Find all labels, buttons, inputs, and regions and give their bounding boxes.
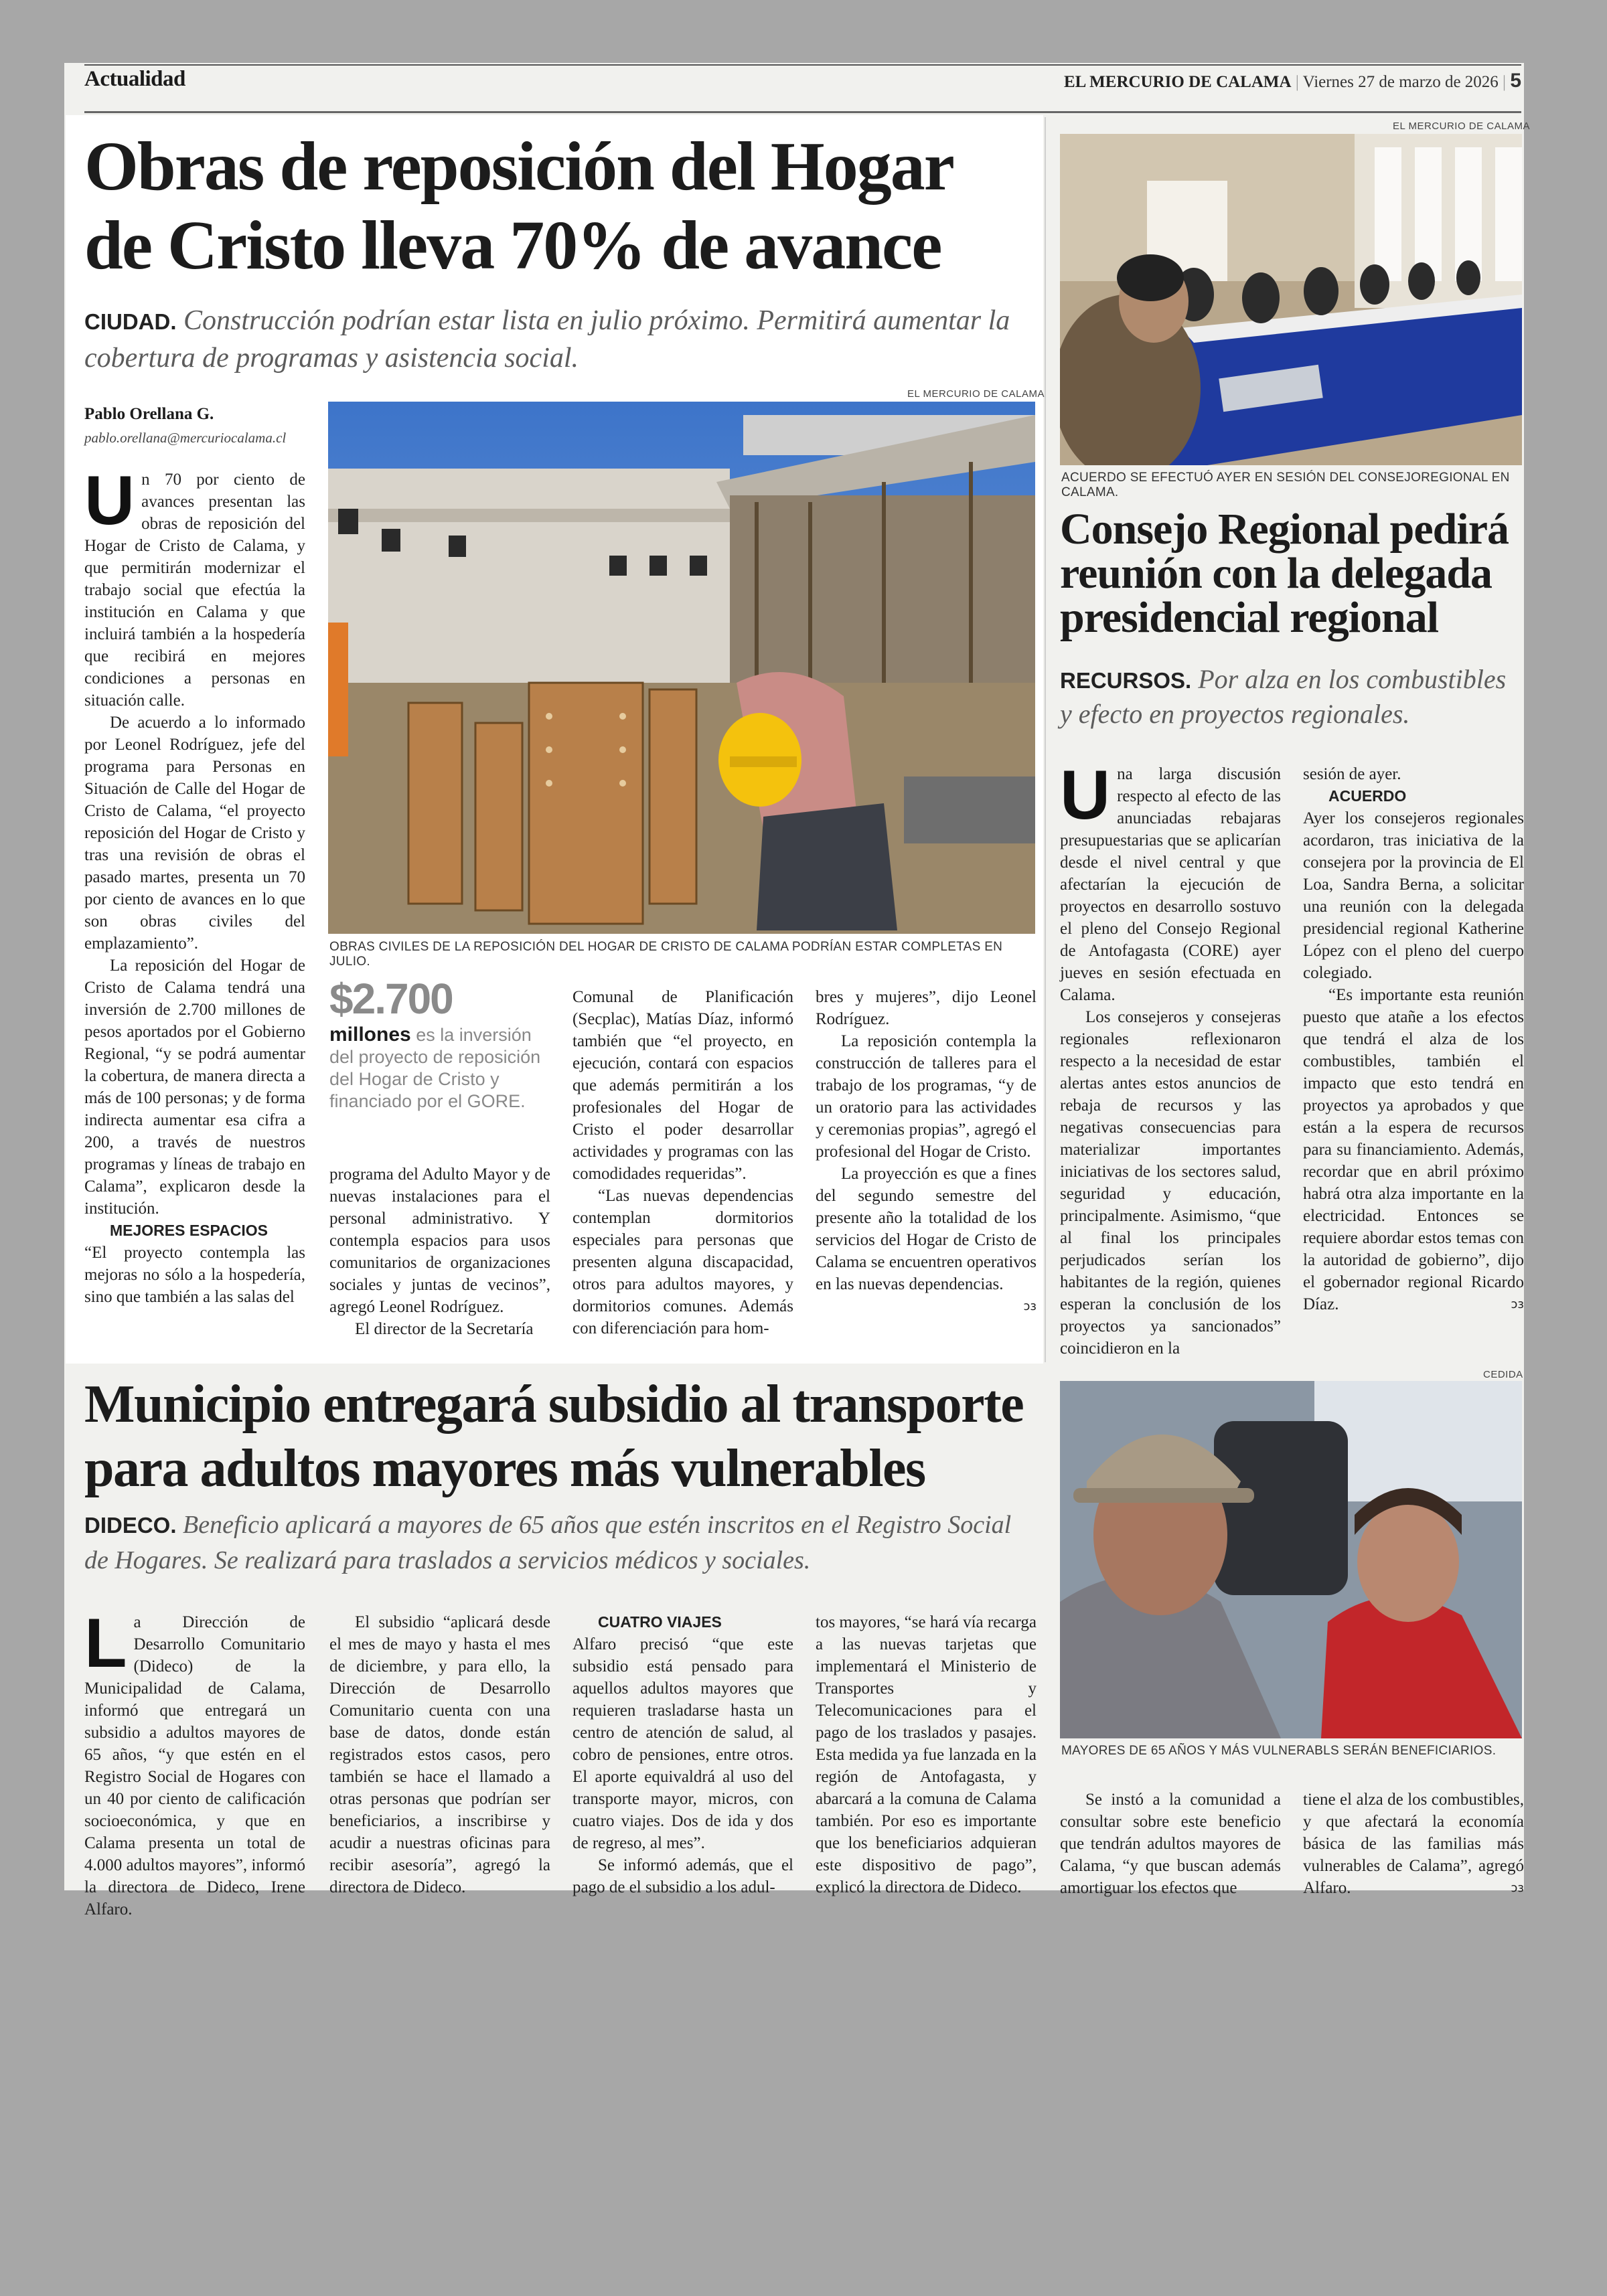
article3-headline: Municipio entregará subsidio al transporte para adultos mayores más vulnerables: [84, 1375, 1024, 1498]
header-top-rule: [84, 64, 1521, 66]
subhead-cuatro-viajes: CUATRO VIAJES: [598, 1613, 722, 1631]
article3-column-6: tiene el alza de los combustibles, y que afectará la economía básica de las familias más vulnerables de Calama”, agregó Alfaro. ↄɜ: [1303, 1789, 1524, 1899]
article1-photo-credit: EL MERCURIO DE CALAMA: [907, 388, 1045, 400]
article3-column-2: El subsidio “aplicará desde el mes de mayo y hasta el mes de diciembre, y para ello, la Dirección de Desarrollo Comunitario cuenta con una base de datos, donde están registrados estos casos, pero también se hace el llamado a otras personas que podrían ser beneficiarios, a inscribirse y acudir a nuestras oficinas para recibir asesoría”, agregó la directora de Dideco.: [329, 1613, 550, 1896]
section-label: Actualidad: [84, 67, 185, 91]
subhead-acuerdo: ACUERDO: [1328, 787, 1407, 805]
highlight-unit: millones: [329, 1023, 411, 1046]
article3-column-3: CUATRO VIAJES Alfaro precisó “que este subsidio está pensado para aquellos adultos mayores que requieren trasladarse hasta un centro de atención de salud, al cobro de pensiones, entre otros. El aporte equivaldrá al uso del transporte mayor, micros, con cuatro viajes. Dos de ida y dos de regreso, al mes”. Se informó además, que el pago de el subsidio a los adul-: [572, 1611, 793, 1898]
drop-cap: U: [1060, 756, 1111, 834]
end-mark: ↄɜ: [1511, 1881, 1524, 1895]
paper-name: EL MERCURIO DE CALAMA: [1063, 73, 1292, 91]
article1-column-3: Comunal de Planificación (Secplac), Matías Díaz, informó también que “el proyecto, en ejecución, contará con espacios que además permitirán a los profesionales del Hogar de Cristo el poder desarrollar actividades y programas con las comodidades requeridas”. “Las nuevas dependencias contemplan dormitorios especiales para personas que presenten alguna discapacidad, otros para adultos mayores, y dormitorios comunes. Además con diferenciación para hom-: [572, 988, 793, 1337]
header-bottom-rule: [84, 111, 1521, 113]
article2-dek: RECURSOS. Por alza en los combustibles y efecto en proyectos regionales.: [1060, 664, 1507, 729]
subhead-mejores-espacios: MEJORES ESPACIOS: [110, 1222, 269, 1239]
article3-column-5: Se instó a la comunidad a consultar sobre este beneficio que tendrán adultos mayores de Calama, “y que buscan además amortiguar los efectos que: [1060, 1791, 1281, 1897]
article1-author-email: pablo.orellana@mercuriocalama.cl: [84, 430, 287, 446]
article2-column-2: sesión de ayer. ACUERDO Ayer los consejeros regionales acordaron, tras iniciativa de la consejera por la provincia de El Loa, Sandra Berna, a solicitar una reunión con la delegada presidencial regional Katherine López con el pleno del cuerpo colegiado. “Es importante esta reunión puesto que atañe a los efectos que tendrá el alza de los combustibles, también el impacto que esto tendrá en proyectos ya aprobados y que están a la espera de recursos para su financiamiento. Además, recordar que en abril próximo habrá otra alza importante en la electricidad. Entonces se requiere abordar estos temas con la autoridad de gobierno”, dijo el gobernador regional Ricardo Díaz. ↄɜ: [1303, 763, 1524, 1315]
article3-photo-caption: MAYORES DE 65 AÑOS Y MÁS VULNERABLS SERÁN BENEFICIARIOS.: [1061, 1744, 1497, 1758]
article3-column-4: tos mayores, “se hará vía recarga a las nuevas tarjetas que implementará el Ministerio de Transportes y Telecomunicaciones para el pago de los traslados y pasajes. Esta medida ya fue lanzada en la región de Antofagasta, y abarcará a la comuna de Calama también. Por eso es importante que los beneficiarios adquieran este dispositivo de pago”, explicó la directora de Dideco.: [816, 1613, 1037, 1896]
article2-headline: Consejo Regional pedirá reunión con la delegada presidencial regional: [1060, 505, 1509, 642]
page-number: 5: [1510, 70, 1521, 92]
article1-column-1: Un 70 por ciento de avances presentan las obras de reposición del Hogar de Cristo de Calama, y que permitirán modernizar el trabajo social que efectúa la institución en Calama y que incluirá también a la hospedería que recibirá en mejores condiciones a personas en situación calle. De acuerdo a lo informado por Leonel Rodríguez, jefe del programa para Personas en Situación de Calle del Hogar de Cristo de Calama, “el proyecto reposición del Hogar de Cristo y tras una revisión de obras el pasado martes, presenta un 70 por ciento de avances en lo que son obras civiles del emplazamiento”. La reposición del Hogar de Cristo de Calama tendrá una inversión de 2.700 millones de pesos aportados por el Gobierno Regional, “y se podrá aumentar la cobertura, de manera directa a más de 100 personas; y de forma indirecta aumentar esa cifra a 200, a través de nuestros programas y líneas de trabajo en Calama”, explicaron desde la institución. MEJORES ESPACIOS “El proyecto contempla las mejoras no sólo a la hospedería, sino que también a las salas del: [84, 462, 305, 1306]
highlight-number: $2.700: [329, 975, 453, 1023]
article2-photo-caption: ACUERDO SE EFECTUÓ AYER EN SESIÓN DEL CONSEJOREGIONAL EN CALAMA.: [1061, 471, 1510, 499]
article3-column-1: La Dirección de Desarrollo Comunitario (Dideco) de la Municipalidad de Calama, informó que entregará un subsidio a adultos mayores de 65 años, “y que estén en el Registro Social de Hogares con un 40 por ciento de calificación socioeconómica, y que en Calama presenta un total de 4.000 adultos mayores”, informó la directora de Dideco, Irene Alfaro.: [84, 1605, 305, 1918]
drop-cap: L: [84, 1605, 127, 1682]
issue-date: Viernes 27 de marzo de 2026: [1302, 73, 1499, 91]
column-divider: [1045, 117, 1046, 1362]
seniors-photo: [1060, 1381, 1522, 1738]
drop-cap: U: [84, 462, 135, 540]
article2-photo-credit: EL MERCURIO DE CALAMA: [1393, 120, 1530, 132]
masthead: EL MERCURIO DE CALAMA | Viernes 27 de marzo de 2026 | 5: [1063, 70, 1521, 92]
construction-photo: [328, 402, 1035, 934]
article1-kicker: CIUDAD.: [84, 309, 177, 334]
article3-photo-credit: CEDIDA: [1483, 1369, 1523, 1380]
article1-headline: Obras de reposición del Hogar de Cristo lleva 70% de avance: [84, 128, 953, 284]
article1-photo-caption: OBRAS CIVILES DE LA REPOSICIÓN DEL HOGAR DE CRISTO DE CALAMA PODRÍAN ESTAR COMPLETAS EN JULIO.: [329, 940, 1003, 969]
article1-column-2: programa del Adulto Mayor y de nuevas instalaciones para el personal administrativo. Y contempla espacios para usos comunitarios de organizaciones sociales y juntas de vecinos”, agregó Leonel Rodríguez. El director de la Secretaría: [329, 1165, 550, 1338]
article2-column-1: Una larga discusión respecto al efecto de las anunciadas rebajaras presupuestarias que se aplicarían desde el nivel central y que afectarían la ejecución de proyectos en desarrollo sostuvo el pleno del Consejo Regional de Antofagasta (CORE) ayer jueves en sesión efectuada en Calama. Los consejeros y consejeras regionales reflexionaron respecto a la necesidad de estar alertas antes estos anuncios de rebaja de recursos y las negativas consecuencias para materializar importantes iniciativas de los sectores salud, seguridad y educación, principalmente. Asimismo, “que al final los principales perjudicados serían los habitantes de la región, quienes esperan la conclusión de los proyectos ya sancionados” coincidieron en la: [1060, 756, 1281, 1358]
article1-author: Pablo Orellana G.: [84, 405, 214, 423]
article3-kicker: DIDECO.: [84, 1513, 177, 1538]
article2-kicker: RECURSOS.: [1060, 668, 1192, 693]
article3-dek: DIDECO. Beneficio aplicará a mayores de 65 años que estén inscritos en el Registro Social de Hogares. Se realizará para traslados a servicios médicos y sociales.: [84, 1511, 1012, 1574]
highlight-stat: $2.700 millones es la inversión del proyecto de reposición del Hogar de Cristo y financiado por el GORE.: [329, 974, 550, 1113]
article1-column-4: bres y mujeres”, dijo Leonel Rodríguez. La reposición contempla la construcción de talleres para el trabajo de los programas, “y de un oratorio para las actividades y ceremonias propias”, agregó el profesional del Hogar de Cristo. La proyección es que a fines del segundo semestre del presente año la totalidad de los servicios del Hogar de Cristo de Calama se encuentren operativos en las nuevas dependencias. ↄɜ: [816, 986, 1037, 1317]
end-mark: ↄɜ: [1511, 1297, 1524, 1311]
council-session-photo: [1060, 134, 1522, 465]
article1-dek: CIUDAD. Construcción podrían estar lista en julio próximo. Permitirá aumentar la cobertura de programas y asistencia social.: [84, 305, 1010, 374]
end-mark: ↄɜ: [1023, 1299, 1037, 1313]
